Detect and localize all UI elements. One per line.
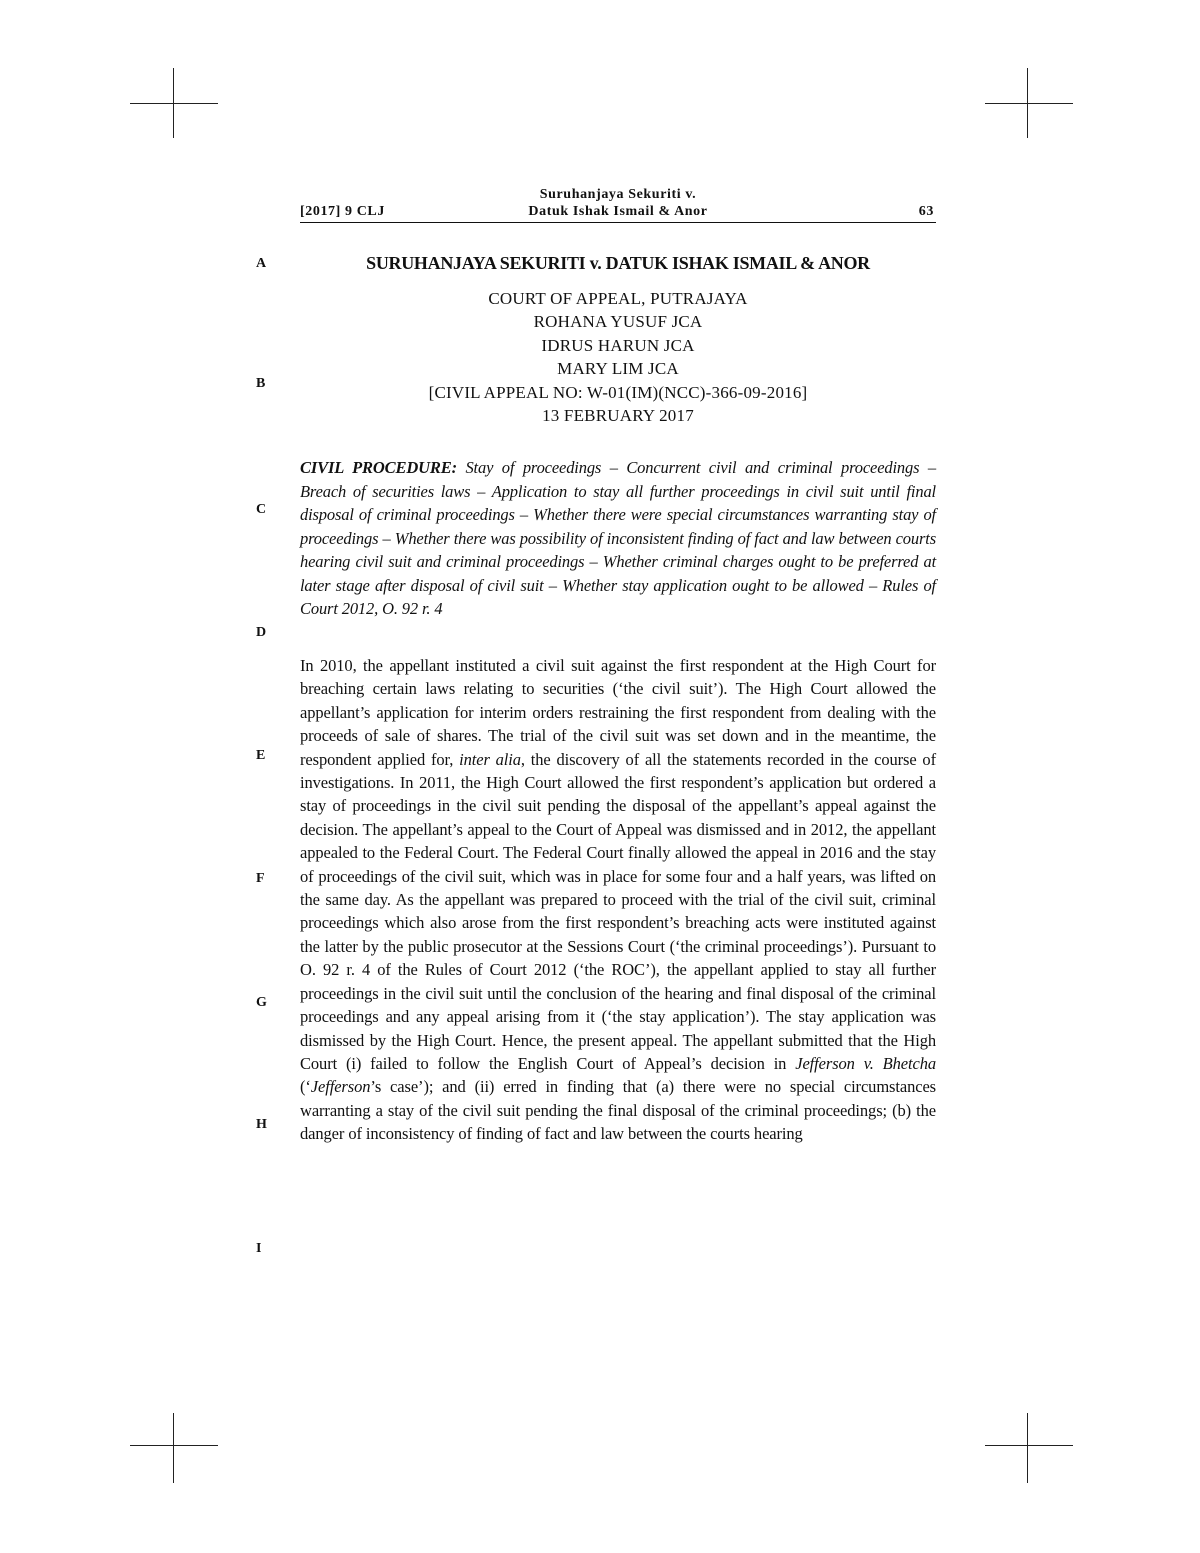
appeal-number: [CIVIL APPEAL NO: W-01(IM)(NCC)-366-09-2016] xyxy=(428,382,808,402)
catchwords xyxy=(300,456,936,621)
headnote-italic-term: inter alia xyxy=(459,749,521,769)
margin-letter-i: I xyxy=(256,1241,262,1256)
headnote-text: (‘ xyxy=(300,1077,311,1097)
catchwords-lead: CIVIL PROCEDURE: xyxy=(300,458,457,477)
headnote-case-name: Jefferson xyxy=(310,1077,371,1097)
header-citation: [2017] 9 CLJ xyxy=(300,204,385,219)
header-case-name xyxy=(300,186,936,220)
headnote-case-citation: Jefferson v. Bhetcha xyxy=(795,1053,937,1073)
margin-letter-d: D xyxy=(256,625,267,640)
judgment-date: 13 FEBRUARY 2017 xyxy=(542,406,694,426)
crop-mark xyxy=(130,1445,218,1446)
page-number: 63 xyxy=(918,204,934,219)
margin-letter-h: H xyxy=(256,1117,267,1132)
crop-mark xyxy=(985,1445,1073,1446)
case-title: SURUHANJAYA SEKURITI v. DATUK ISHAK ISMAIL & ANOR xyxy=(366,253,870,273)
running-header xyxy=(300,186,936,223)
court-name: COURT OF APPEAL, PUTRAJAYA xyxy=(488,289,748,308)
crop-mark xyxy=(1027,68,1028,138)
margin-letter-f: F xyxy=(256,871,265,886)
crop-mark xyxy=(1027,1413,1028,1483)
catchwords-text: Stay of proceedings – Concurrent civil and criminal proceedings – Breach of securities laws – Application to stay all further proceedings in civil suit until final disposal of criminal proceedings – Whether there were special circumstances warranting stay of proceedings – Whether there was possibility of inconsistent finding of fact and law between courts hearing civil suit and criminal proceedings – Whether criminal charges ought to be preferred at later stage after disposal of civil suit – Whether stay application ought to be allowed – Rules of Court 2012, O. 92 r. 4 xyxy=(300,458,936,618)
margin-letter-g: G xyxy=(256,995,267,1010)
margin-letter-c: C xyxy=(256,502,267,517)
judge-name: ROHANA YUSUF JCA xyxy=(533,312,703,332)
judge-name: IDRUS HARUN JCA xyxy=(541,335,695,355)
header-title-line2: Datuk Ishak Ismail & Anor xyxy=(528,204,708,219)
crop-mark xyxy=(130,103,218,104)
headnote-text: , the discovery of all the statements recorded in the course of investigations. In 2011, the High Court allowed the first respondent’s application but ordered a stay of proceedings in the civil suit pending the disposal of the appellant’s appeal against the decision. The appellant’s appeal to the Court of Appeal was dismissed and in 2012, the appellant appealed to the Federal Court. The Federal Court finally allowed the appeal in 2016 and the stay of proceedings of the civil suit, which was in place for some four and a half years, was lifted on the same day. As the appellant was prepared to proceed with the trial of the civil suit, criminal proceedings which also arose from the first respondent’s breaching acts were instituted against the latter by the public prosecutor at the Sessions Court (‘the criminal proceedings’). Pursuant to O. 92 r. 4 of the Rules of Court 2012 (‘the ROC’), the appellant applied to stay all further proceedings in the civil suit until the conclusion of the hearing and final disposal of the criminal proceedings and any appeal arising from it (‘the stay application’). The stay application was dismissed by the High Court. Hence, the present appeal. The appellant submitted that the High Court (i) failed to follow the English Court of Appeal’s decision in xyxy=(300,749,936,1073)
crop-mark xyxy=(173,68,174,138)
crop-mark xyxy=(985,103,1073,104)
court-info xyxy=(300,287,936,427)
headnote-text: In 2010, the appellant instituted a civil suit against the first respondent at the High Court for breaching certain laws relating to securities (‘the civil suit’). The High Court allowed the appellant’s application for interim orders restraining the first respondent from dealing with the proceeds of sale of shares. The trial of the civil suit was set down and in the meantime, the respondent applied for, xyxy=(300,656,936,769)
headnote-text: ’s case’); and (ii) erred in finding that (a) there were no special circumstances warranting a stay of the civil suit pending the final disposal of the criminal proceedings; (b) the danger of inconsistency of finding of fact and law between the courts hearing xyxy=(300,1077,936,1144)
judge-name: MARY LIM JCA xyxy=(557,359,679,379)
margin-letter-b: B xyxy=(256,376,266,391)
crop-mark xyxy=(173,1413,174,1483)
header-title-line1: Suruhanjaya Sekuriti v. xyxy=(539,187,697,202)
margin-letter-a: A xyxy=(256,256,267,271)
headnote-paragraph xyxy=(300,654,936,1146)
margin-letter-e: E xyxy=(256,748,266,763)
